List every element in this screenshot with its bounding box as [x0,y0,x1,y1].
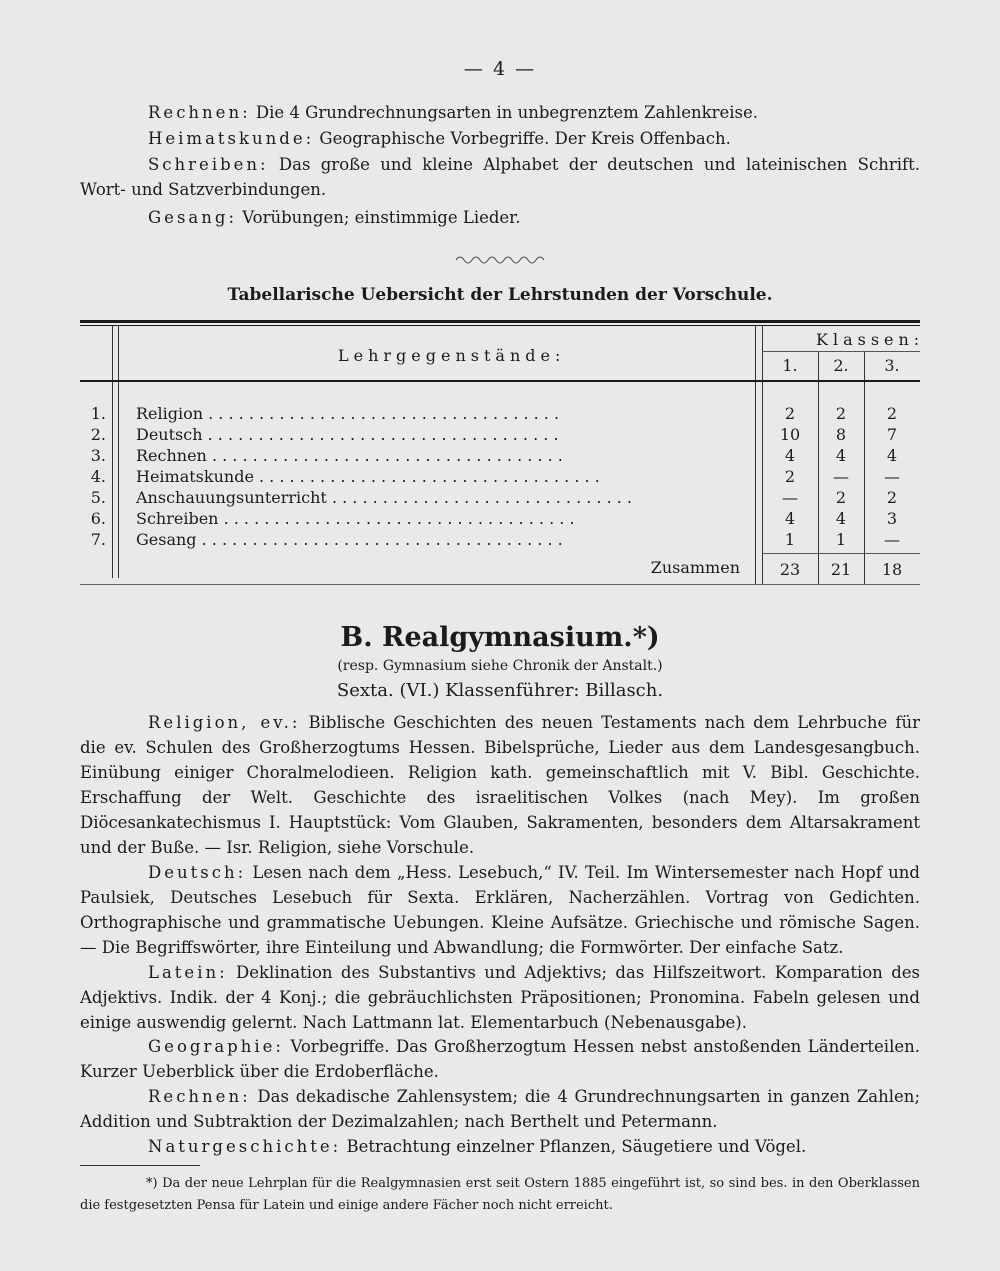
table-cell: 4 [784,509,796,528]
table-cell: 4 [784,446,796,465]
table-cell: 7 [886,425,898,444]
table-cell: 3 [886,509,898,528]
intro-text: Geographische Vorbegriffe. Der Kreis Offenbach. [319,129,731,148]
row-number: 3. [90,446,106,465]
body-text: Das dekadische Zahlensystem; die 4 Grundrechnungsarten in ganzen Zahlen; Addition und Subtraktion der Dezimalzahlen; nach Berthelt und Petermann. [80,1087,920,1131]
row-subject: Rechnen . . . . . . . . . . . . . . . . . . . . . . . . . . . . . . . . . . . [136,446,563,465]
total-cell: 21 [830,560,852,579]
table-cell: 8 [835,425,847,444]
class-header-2: 2. [833,356,849,375]
row-subject: Heimatskunde . . . . . . . . . . . . . . . . . . . . . . . . . . . . . . . . . . [136,467,600,486]
table-cell: 4 [886,446,898,465]
table-cell: 2 [835,488,847,507]
total-label: Zusammen [650,558,740,577]
intro-label: Rechnen: [148,103,251,122]
row-subject-text: Schreiben [136,509,219,528]
row-subject-text: Religion [136,404,204,423]
table-divider [118,326,119,578]
body-religion [80,710,920,860]
table-cell: 1 [835,530,847,549]
intro-label: Schreiben: [148,155,269,174]
table-cell: — [833,467,849,486]
body-text: Betrachtung einzelner Pflanzen, Säugetiere und Vögel. [346,1137,807,1156]
row-number: 2. [90,425,106,444]
row-subject-text: Anschauungsunterricht [136,488,327,507]
intro-label: Gesang: [148,208,237,227]
table-top-rule [80,320,920,323]
body-latein [80,960,920,1035]
row-subject-text: Deutsch [136,425,203,444]
page-number: — 4 — [463,58,537,80]
row-subject-text: Gesang [136,530,197,549]
row-subject: Anschauungsunterricht . . . . . . . . . . . . . . . . . . . . . . . . . . . . . . [136,488,633,507]
footnote-rule [80,1165,200,1166]
intro-gesang [80,205,920,230]
body-geographie [80,1034,920,1084]
row-subject-text: Rechnen [136,446,207,465]
table-divider [762,326,763,584]
section-subtitle: (resp. Gymnasium siehe Chronik der Anstalt.) [337,658,663,674]
sum-rule [762,553,920,554]
class-header-1: 1. [782,356,798,375]
body-label: Rechnen: [148,1087,251,1106]
table-cell: 2 [784,467,796,486]
body-label: Deutsch: [148,863,247,882]
intro-text: Die 4 Grundrechnungsarten in unbegrenztem Zahlenkreise. [255,103,759,122]
header-classes: Klassen: [816,330,925,349]
section-title: B. Realgymnasium.*) [340,622,660,653]
table-divider [864,352,865,584]
intro-label: Heimatskunde: [148,129,315,148]
body-label: Latein: [148,963,228,982]
row-subject: Schreiben . . . . . . . . . . . . . . . . . . . . . . . . . . . . . . . . . . . [136,509,575,528]
table-cell: 4 [835,509,847,528]
ornament-divider [454,252,546,266]
body-text: Biblische Geschichten des neuen Testaments nach dem Lehrbuche für die ev. Schulen des Großherzogtums Hessen. Bibelsprüche, Lieder aus dem Landesgesangbuch. Einübung einiger Choralmelodieen. Religion kath. gemeinschaftlich mit V. Bibl. Geschichte. Erschaffung der Welt. Geschichte des israelitischen Volkes (nach Mey). Im großen Diöcesankatechismus I. Hauptstück: Vom Glauben, Sakramenten, besonders dem Altarsakrament und der Buße. — Isr. Religion, siehe Vorschule. [80,713,920,857]
row-number: 6. [90,509,106,528]
table-cell: — [782,488,798,507]
body-text: Vorbegriffe. Das Großherzogtum Hessen nebst anstoßenden Länderteilen. Kurzer Ueberblick über die Erdoberfläche. [80,1037,920,1081]
row-number: 5. [90,488,106,507]
class-line: Sexta. (VI.) Klassenführer: Billasch. [336,680,664,701]
row-number: 4. [90,467,106,486]
row-number: 7. [90,530,106,549]
table-divider [818,352,819,584]
table-cell: 4 [835,446,847,465]
class-header-3: 3. [884,356,900,375]
intro-heimatskunde [80,126,920,151]
body-label: Naturgeschichte: [148,1137,342,1156]
row-subject: Deutsch . . . . . . . . . . . . . . . . . . . . . . . . . . . . . . . . . . . [136,425,559,444]
intro-rechnen [80,100,920,125]
table-cell: 2 [886,404,898,423]
table-cell: — [884,530,900,549]
header-classes-rule [762,351,920,352]
intro-schreiben [80,152,920,202]
table-divider [112,326,113,578]
table-top-rule-thin [80,325,920,326]
table-cell: — [884,467,900,486]
table-title: Tabellarische Uebersicht der Lehrstunden der Vorschule. [227,285,773,305]
row-subject: Religion . . . . . . . . . . . . . . . . . . . . . . . . . . . . . . . . . . . [136,404,560,423]
intro-text: Vorübungen; einstimmige Lieder. [242,208,521,227]
body-label: Geographie: [148,1037,284,1056]
footnote: *) Da der neue Lehrplan für die Realgymnasien erst seit Ostern 1885 eingeführt ist, so sind bes. in den Oberklassen die festgesetzten Pensa für Latein und einige andere Fächer noch nicht erreicht. [80,1176,920,1213]
body-label: Religion, ev.: [148,713,301,732]
intro-text: Das große und kleine Alphabet der deutschen und lateinischen Schrift. Wort- und Satzverbindungen. [80,155,920,199]
body-rechnen [80,1084,920,1134]
table-cell: 2 [835,404,847,423]
body-text: Deklination des Substantivs und Adjektivs; das Hilfszeitwort. Komparation des Adjektivs. Indik. der 4 Konj.; die gebräuchlichsten Präpositionen; Pronomina. Fabeln gelesen und einige auswendig gelernt. Nach Lattmann lat. Elementarbuch (Nebenausgabe). [80,963,920,1032]
table-cell: 2 [886,488,898,507]
table-divider [755,326,756,584]
body-naturgeschichte [80,1134,920,1159]
header-subjects: Lehrgegenstände: [338,346,566,365]
table-cell: 10 [779,425,801,444]
table-cell: 1 [784,530,796,549]
table-header-rule [80,380,920,382]
table-bottom-rule [80,584,920,585]
total-cell: 23 [779,560,801,579]
row-subject-text: Heimatskunde [136,467,254,486]
row-subject: Gesang . . . . . . . . . . . . . . . . . . . . . . . . . . . . . . . . . . . . [136,530,563,549]
body-deutsch [80,860,920,960]
body-text: Lesen nach dem „Hess. Lesebuch,“ IV. Teil. Im Wintersemester nach Hopf und Paulsiek, Deutsches Lesebuch für Sexta. Erklären, Nacherzählen. Vortrag von Gedichten. Orthographische und grammatische Uebungen. Kleine Aufsätze. Griechische und römische Sagen. — Die Begriffswörter, ihre Einteilung und Abwandlung; die Formwörter. Der einfache Satz. [80,863,920,957]
total-cell: 18 [881,560,903,579]
table-cell: 2 [784,404,796,423]
row-number: 1. [90,404,106,423]
